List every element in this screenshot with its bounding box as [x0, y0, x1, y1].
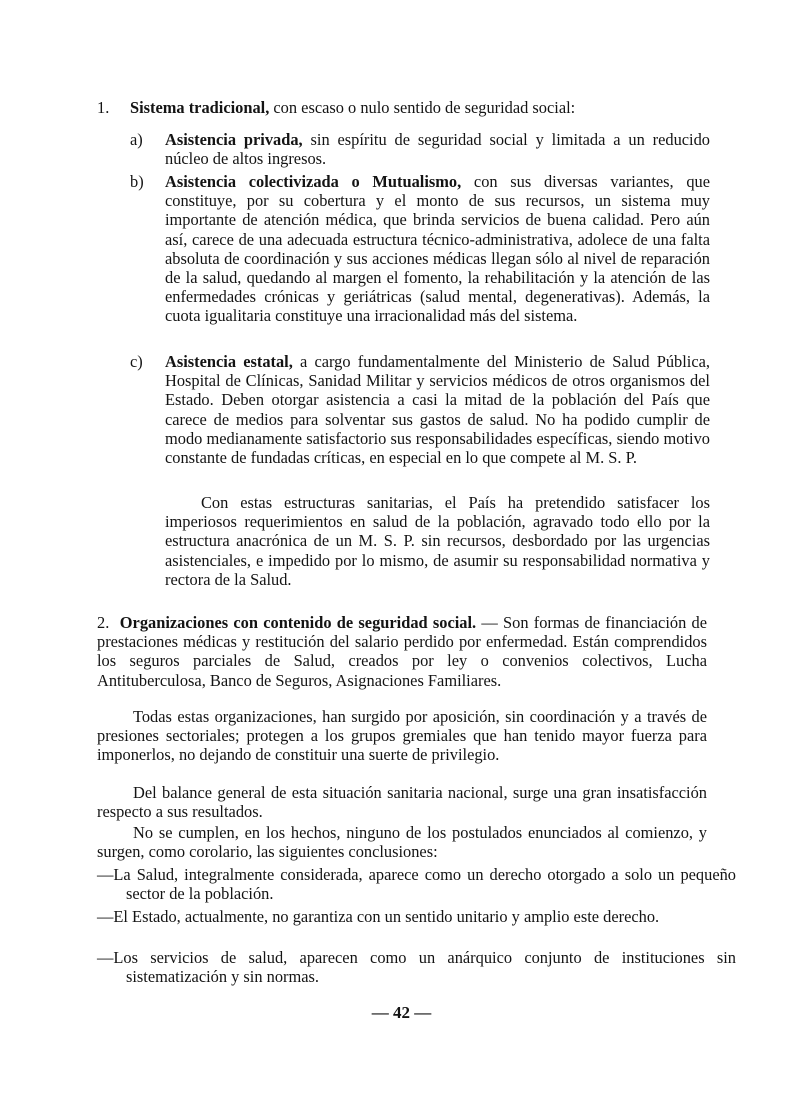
- page-number: — 42 —: [371, 1003, 432, 1022]
- item-1-text: con escaso o nulo sentido de seguridad social:: [269, 98, 576, 117]
- conclusion-item-1: —La Salud, integralmente considerada, aparece como un derecho otorgado a solo un pequeño sector de la población.: [97, 865, 736, 904]
- balance-paragraph: Del balance general de esta situación sanitaria nacional, surge una gran insatisfacción respecto a sus resultados.: [97, 783, 707, 822]
- item-2-paragraph-2: Todas estas organizaciones, han surgido por aposición, sin coordinación y a través de presiones sectoriales; protegen a los grupos gremiales que han tenido mayor fuerza para imponerlos, no dejando de constituir una suerte de privilegio.: [97, 707, 707, 765]
- item-b-text: con sus diversas variantes, que constituye, por su cobertura y el monto de sus recursos, un sistema muy importante de atención médica, que brinda servicios de buena calidad. Pero aún así, carece de una adecuada estructura técnico-administrativa, adolece de una falta absoluta de coordinación y sus acciones médicas llegan sólo al nivel de reparación de la salud, quedando al margen el fomento, la rehabilitación y la atención de las enfermedades crónicas y geriátricas (salud mental, degenerativas). Además, la cuota igualitaria constituye una irracionalidad más del sistema.: [165, 172, 710, 326]
- item-c-paragraph-2: Con estas estructuras sanitarias, el País ha pretendido satisfacer los imperiosos requerimientos en salud de la población, agravado todo ello por la estructura anacrónica de un M. S. P. sin recursos, desbordado por las urgencias asistenciales, e impedido por lo mismo, de asumir su responsabilidad normativa y rectora de la Salud.: [165, 493, 710, 589]
- item-2-text: — Son formas de financiación de prestaciones médicas y restitución del salario perdido por enfermedad. Están comprendidos los seguros parciales de Salud, creados por ley o convenios colectivos, Lucha Antituberculosa, Banco de Seguros, Asignaciones Familiares.: [97, 613, 707, 690]
- item-a-text: sin espíritu de seguridad social y limitada a un reducido núcleo de altos ingresos.: [165, 130, 710, 169]
- item-b-label: b): [130, 172, 144, 191]
- item-c-paragraph: [165, 352, 710, 467]
- item-1-number: 1.: [97, 98, 110, 117]
- conclusion-item-3: —Los servicios de salud, aparecen como un anárquico conjunto de instituciones sin sistematización y sin normas.: [97, 948, 736, 987]
- item-2-number: 2.: [97, 613, 110, 632]
- item-a-label: a): [130, 130, 143, 149]
- item-2-paragraph: [97, 613, 707, 690]
- item-1-heading: [130, 98, 710, 117]
- item-2-title: Organizaciones con contenido de seguridad social.: [119, 613, 477, 632]
- item-b-paragraph: [165, 172, 710, 326]
- item-c-text: a cargo fundamentalmente del Ministerio de Salud Pública, Hospital de Clínicas, Sanidad Militar y servicios médicos de otros organismos del Estado. Deben otorgar asistencia a casi la mitad de la población del País que carece de medios para solventar sus gastos de salud. No ha podido cumplir de modo medianamente satisfactorio sus responsabilidades específicas, siendo motivo constante de fundadas críticas, en especial en lo que compete al M. S. P.: [165, 352, 711, 468]
- item-c-title: Asistencia estatal,: [165, 352, 293, 371]
- item-1-title: Sistema tradicional,: [130, 98, 270, 117]
- item-a-title: Asistencia privada,: [165, 130, 303, 149]
- item-c-label: c): [130, 352, 143, 371]
- item-a-paragraph: [165, 130, 710, 168]
- item-b-title: Asistencia colectivizada o Mutualismo,: [165, 172, 462, 191]
- postulados-paragraph: No se cumplen, en los hechos, ninguno de los postulados enunciados al comienzo, y surgen, como corolario, las siguientes conclusiones:: [97, 823, 707, 862]
- conclusion-item-2: —El Estado, actualmente, no garantiza con un sentido unitario y amplio este derecho.: [97, 907, 660, 926]
